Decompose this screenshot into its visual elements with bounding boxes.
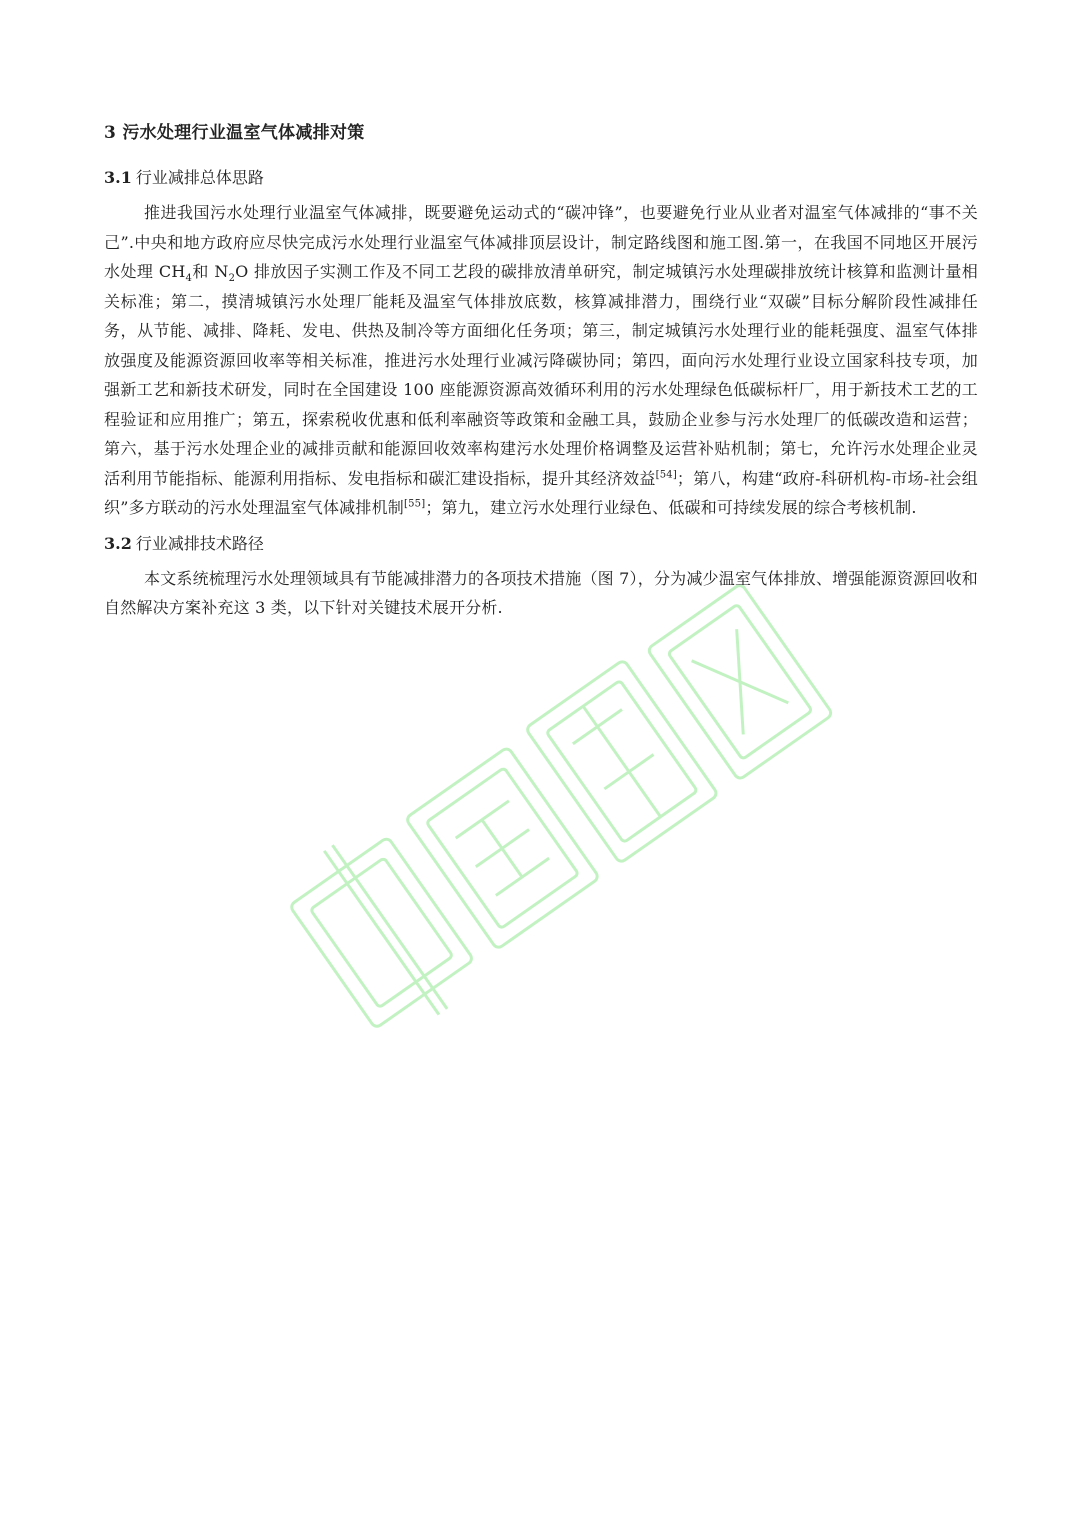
subsection-number: 3.2 [104, 533, 132, 553]
subscript-ch4: 4 [185, 273, 193, 285]
paragraph-text: O 排放因子实测工作及不同工艺段的碳排放清单研究，制定城镇污水处理碳排放统计核算和监测计量相关标准；第二，摸清城镇污水处理厂能耗及温室气体排放底数，核算减排潜力，围绕行业“双碳”目标分解阶段性减排任务，从节能、减排、降耗、发电、供热及制冷等方面细化任务项；第三，制定城镇污水处理行业的能耗强度、温室气体排放强度及能源资源回收率等相关标准，推进污水处理行业减污降碳协同；第四，面向污水处理行业设立国家科技专项，加强新工艺和新技术研发，同时在全国建设 100 座能源资源高效循环利用的污水处理绿色低碳标杆厂，用于新技术工艺的工程验证和应用推广；第五，探索税收优惠和低利率融资等政策和金融工具，鼓励企业参与污水处理厂的低碳改造和运营；第六，基于污水处理企业的减排贡献和能源回收效率构建污水处理价格调整及运营补贴机制；第七，允许污水处理企业灵活利用节能指标、能源利用指标、发电指标和碳汇建设指标，提升其经济效益 [104, 262, 979, 488]
paragraph-text: 和 N [192, 262, 229, 281]
paragraph-text: ；第八，构建“政府-科研机构-市场-社会组织”多方联动的污水处理温室气体减排机制 [104, 468, 978, 517]
subsection-title-3-1 [104, 165, 978, 188]
subsection-number: 3.1 [104, 168, 132, 187]
subsection-title-text: 行业减排总体思路 [135, 168, 264, 187]
subscript-n2o: 2 [228, 273, 236, 285]
paragraph-3-2: 本文系统梳理污水处理领域具有节能减排潜力的各项技术措施（图 7），分为减少温室气体排放、增强能源资源回收和自然解决方案补充这 3 类，以下针对关键技术展开分析. [104, 568, 978, 617]
paragraph-3-1 [104, 198, 978, 523]
article-body [104, 118, 978, 631]
citation-55: [55] [403, 498, 426, 510]
paragraph-text: ；第九，建立污水处理行业绿色、低碳和可持续发展的综合考核机制. [425, 498, 917, 517]
subsection-title-3-2 [104, 531, 978, 554]
subsection-title-text: 行业减排技术路径 [135, 533, 264, 553]
section-title: 3 污水处理行业温室气体减排对策 [104, 123, 365, 143]
citation-54: [54] [655, 469, 677, 481]
paragraph-text: 推进我国污水处理行业温室气体减排，既要避免运动式的“碳冲锋”，也要避免行业从业者对温室气体减排的“事不关己”.中央和地方政府应尽快完成污水处理行业温室气体减排顶层设计，制定路线图和施工图.第一，在我国不同地区开展污水处理 CH [104, 203, 978, 281]
